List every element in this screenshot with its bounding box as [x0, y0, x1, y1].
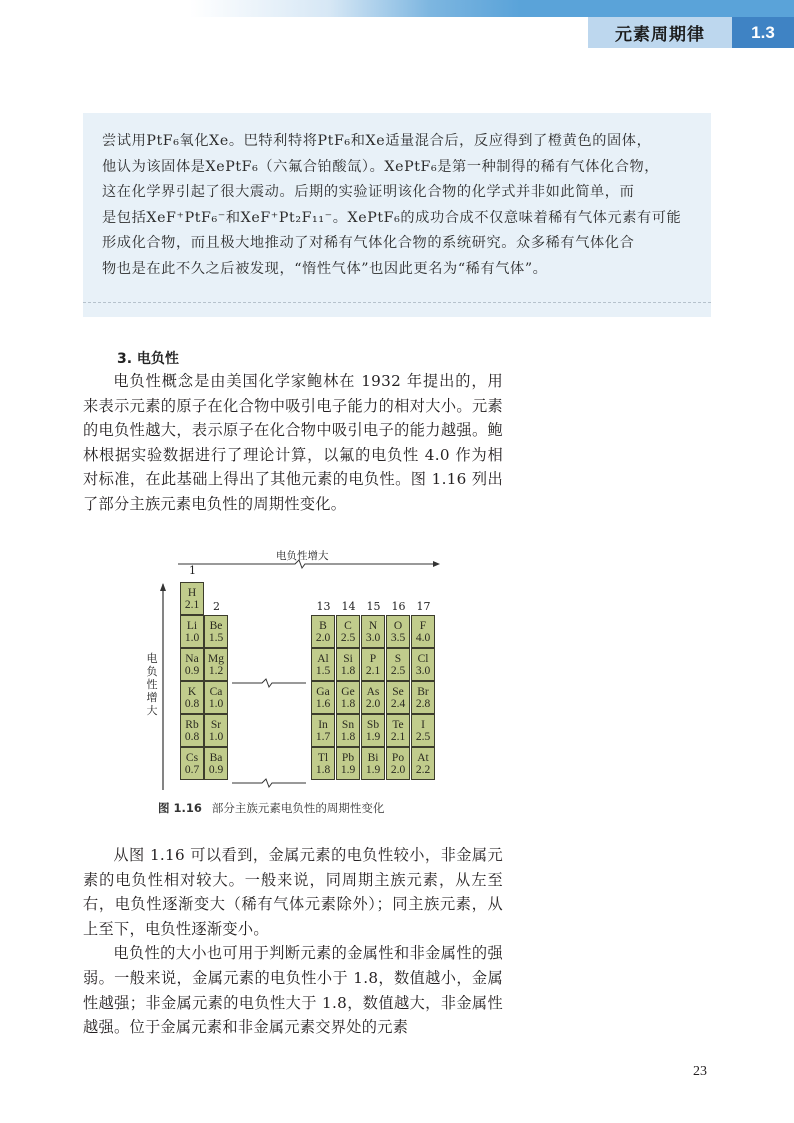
- element-value: 1.0: [184, 632, 200, 644]
- paragraph-text: 从图 1.16 可以看到，金属元素的电负性较小，非金属元素的电负性相对较大。一般来说，同周期主族元素，从左至右，电负性逐渐变大（稀有气体元素除外）；同主族元素，从上至下，电负性逐渐变小。: [83, 846, 503, 938]
- element-cell-s: [386, 648, 410, 681]
- element-cell-be: [204, 615, 228, 648]
- note-box: [83, 113, 711, 317]
- group-label-16: 16: [391, 600, 406, 613]
- element-value: 1.0: [208, 698, 224, 710]
- element-symbol: C: [344, 620, 352, 632]
- element-cell-na: [180, 648, 204, 681]
- element-value: 3.0: [415, 665, 431, 677]
- paragraph-intro: [83, 369, 503, 517]
- chapter-number: 1.3: [732, 17, 794, 48]
- figure-caption-text: 部分主族元素电负性的周期性变化: [211, 801, 385, 815]
- element-cell-ga: [311, 681, 335, 714]
- element-value: 0.8: [184, 698, 200, 710]
- element-symbol: Cl: [417, 653, 429, 665]
- paragraph-body: [83, 843, 503, 1040]
- element-symbol: Po: [391, 752, 405, 764]
- element-symbol: As: [366, 686, 380, 698]
- element-symbol: P: [369, 653, 377, 665]
- vertical-arrow-icon: [158, 582, 168, 792]
- element-symbol: B: [319, 620, 327, 632]
- element-symbol: Se: [392, 686, 404, 698]
- element-cell-br: [411, 681, 435, 714]
- element-symbol: Rb: [185, 719, 199, 731]
- element-value: 1.9: [340, 764, 356, 776]
- section-heading: 3. 电负性: [117, 351, 179, 367]
- element-value: 1.8: [340, 665, 356, 677]
- element-symbol: Ca: [209, 686, 223, 698]
- element-value: 2.0: [390, 764, 406, 776]
- element-cell-tl: [311, 747, 335, 780]
- element-symbol: Bi: [367, 752, 379, 764]
- element-symbol: Sb: [366, 719, 380, 731]
- element-value: 2.1: [390, 731, 406, 743]
- element-symbol: Li: [186, 620, 198, 632]
- element-value: 1.5: [315, 665, 331, 677]
- break-line-icon: [232, 774, 306, 790]
- element-value: 4.0: [415, 632, 431, 644]
- element-value: 0.8: [184, 731, 200, 743]
- element-symbol: Be: [209, 620, 223, 632]
- element-cell-i: [411, 714, 435, 747]
- element-cell-ba: [204, 747, 228, 780]
- element-value: 3.5: [390, 632, 406, 644]
- element-value: 2.5: [390, 665, 406, 677]
- element-value: 0.9: [208, 764, 224, 776]
- element-cell-bi: [361, 747, 385, 780]
- dashed-divider: [83, 302, 711, 303]
- element-symbol: Al: [317, 653, 329, 665]
- element-cell-cs: [180, 747, 204, 780]
- group-label-2: 2: [213, 600, 220, 613]
- horizontal-arrow-icon: [178, 554, 440, 570]
- element-value: 3.0: [365, 632, 381, 644]
- element-cell-sb: [361, 714, 385, 747]
- element-symbol: Te: [392, 719, 404, 731]
- element-symbol: K: [187, 686, 197, 698]
- element-value: 1.6: [315, 698, 331, 710]
- element-cell-ca: [204, 681, 228, 714]
- element-symbol: S: [394, 653, 402, 665]
- element-value: 2.2: [415, 764, 431, 776]
- group-label-1: 1: [189, 564, 196, 577]
- chapter-title: 元素周期律: [588, 17, 732, 48]
- element-value: 0.7: [184, 764, 200, 776]
- element-symbol: Ga: [316, 686, 330, 698]
- element-value: 2.8: [415, 698, 431, 710]
- element-cell-o: [386, 615, 410, 648]
- break-line-icon: [232, 674, 306, 690]
- element-symbol: I: [421, 719, 425, 731]
- note-line: 尝试用PtF₆氧化Xe。巴特利特将PtF₆和Xe适量混合后，反应得到了橙黄色的固体，: [102, 133, 652, 149]
- note-text: [102, 129, 696, 283]
- group-label-14: 14: [341, 600, 356, 613]
- horizontal-arrow-label: 电负性增大: [276, 550, 329, 562]
- element-symbol: N: [368, 620, 378, 632]
- element-value: 1.7: [315, 731, 331, 743]
- element-value: 1.8: [340, 698, 356, 710]
- element-symbol: Cs: [185, 752, 199, 764]
- element-cell-as: [361, 681, 385, 714]
- element-cell-li: [180, 615, 204, 648]
- element-value: 1.9: [365, 731, 381, 743]
- element-value: 2.5: [340, 632, 356, 644]
- element-value: 2.4: [390, 698, 406, 710]
- element-cell-h: [180, 582, 204, 615]
- vertical-arrow-label: 电负性增大: [146, 652, 158, 717]
- paragraph-text: 电负性的大小也可用于判断元素的金属性和非金属性的强弱。一般来说，金属元素的电负性小于 1.8，数值越小，金属性越强；非金属元素的电负性大于 1.8，数值越大，非金属性越强。位于金属元素和非金属元素交界处的元素: [83, 944, 503, 1037]
- element-cell-n: [361, 615, 385, 648]
- group-label-15: 15: [366, 600, 381, 613]
- element-symbol: Si: [343, 653, 353, 665]
- element-value: 1.8: [315, 764, 331, 776]
- element-symbol: F: [419, 620, 427, 632]
- element-cell-f: [411, 615, 435, 648]
- figure-number: 图 1.16: [158, 801, 202, 815]
- element-symbol: Mg: [208, 653, 224, 665]
- note-line: 形成化合物，而且极大地推动了对稀有气体化合物的系统研究。众多稀有气体化合: [102, 235, 635, 252]
- element-symbol: At: [417, 752, 429, 764]
- element-symbol: Ge: [341, 686, 355, 698]
- header-band: [0, 0, 794, 17]
- element-cell-mg: [204, 648, 228, 681]
- element-symbol: H: [187, 587, 197, 599]
- element-cell-rb: [180, 714, 204, 747]
- element-symbol: In: [318, 719, 328, 731]
- element-cell-k: [180, 681, 204, 714]
- element-symbol: Pb: [341, 752, 355, 764]
- page-number: 23: [693, 1064, 707, 1079]
- element-cell-te: [386, 714, 410, 747]
- note-line: 物也是在此不久之后被发现，“惰性气体”也因此更名为“稀有气体”。: [102, 260, 548, 277]
- element-cell-b: [311, 615, 335, 648]
- note-line: 这在化学界引起了很大震动。后期的实验证明该化合物的化学式并非如此简单，而: [102, 184, 635, 201]
- element-symbol: Sn: [341, 719, 355, 731]
- element-value: 2.0: [315, 632, 331, 644]
- element-cell-c: [336, 615, 360, 648]
- element-cell-po: [386, 747, 410, 780]
- element-value: 0.9: [184, 665, 200, 677]
- element-cell-sn: [336, 714, 360, 747]
- note-line: 是包括XeF⁺PtF₆⁻和XeF⁺Pt₂F₁₁⁻。XePtF₆的成功合成不仅意味着稀有气体元素有可能: [102, 209, 682, 226]
- element-cell-p: [361, 648, 385, 681]
- element-value: 2.1: [365, 665, 381, 677]
- element-cell-in: [311, 714, 335, 747]
- element-cell-se: [386, 681, 410, 714]
- element-cell-al: [311, 648, 335, 681]
- element-symbol: Sr: [210, 719, 222, 731]
- element-value: 1.8: [340, 731, 356, 743]
- figure-caption: [158, 800, 384, 816]
- element-value: 2.5: [415, 731, 431, 743]
- element-symbol: Br: [417, 686, 429, 698]
- element-cell-ge: [336, 681, 360, 714]
- element-symbol: O: [393, 620, 403, 632]
- element-value: 1.2: [208, 665, 224, 677]
- group-label-13: 13: [316, 600, 331, 613]
- element-cell-at: [411, 747, 435, 780]
- element-value: 1.5: [208, 632, 224, 644]
- element-value: 1.0: [208, 731, 224, 743]
- element-cell-sr: [204, 714, 228, 747]
- element-symbol: Na: [185, 653, 199, 665]
- note-line: 他认为该固体是XePtF₆（六氟合铂酸氙）。XePtF₆是第一种制得的稀有气体化合物，: [102, 158, 660, 175]
- electronegativity-figure: [140, 540, 450, 830]
- element-value: 2.1: [184, 599, 200, 611]
- element-cell-pb: [336, 747, 360, 780]
- element-cell-cl: [411, 648, 435, 681]
- element-symbol: Tl: [317, 752, 329, 764]
- element-symbol: Ba: [209, 752, 223, 764]
- paragraph-text: 电负性概念是由美国化学家鲍林在 1932 年提出的，用来表示元素的原子在化合物中吸引电子能力的相对大小。元素的电负性越大，表示原子在化合物中吸引电子的能力越强。鲍林根据实验数据进行了理论计算，以氟的电负性 4.0 作为相对标准，在此基础上得出了其他元素的电负性。图 1.16 列出了部分主族元素电负性的周期性变化。: [83, 372, 503, 513]
- element-cell-si: [336, 648, 360, 681]
- group-label-17: 17: [416, 600, 431, 613]
- element-value: 1.9: [365, 764, 381, 776]
- element-value: 2.0: [365, 698, 381, 710]
